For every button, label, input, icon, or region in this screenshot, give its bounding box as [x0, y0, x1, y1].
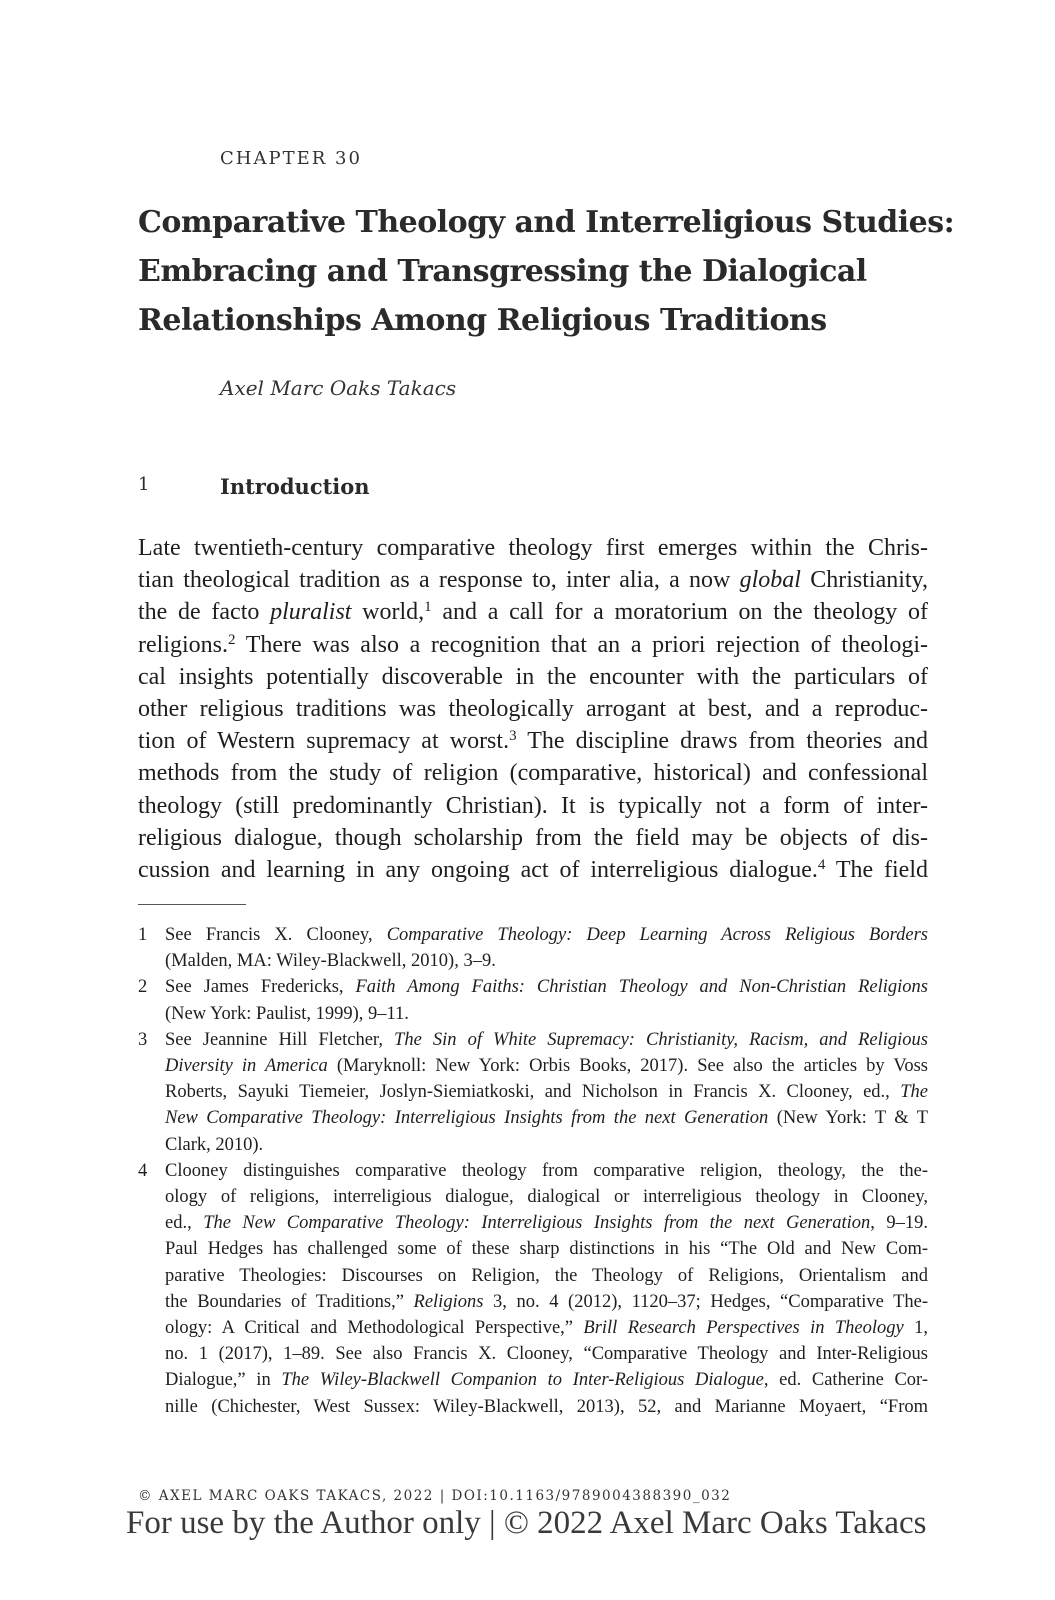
footnote-number: 3 [138, 1029, 148, 1050]
footnote-number: 2 [138, 977, 148, 998]
body-paragraph [138, 532, 928, 886]
footnote-3: 3 See Jeannine Hill Fletcher, The Sin of White Supremacy: Christianity, Racism, and Religious Diversity in America (Maryknoll: New York: Orbis Books, 2017). See also the articles by Voss Roberts, Sayuki Tiemeier, Joslyn-Siemiatkoski, and Nicholson in Francis X. Clooney, ed., The New Comparative Theology: Interreligious Insights from the next Generation (New York: T & T Clark, 2010). [138, 1027, 928, 1158]
chapter-title-line: Embracing and Transgressing the Dialogical [138, 254, 867, 289]
body-line: other religious traditions was theologically arrogant at best, and a reproduc- [138, 696, 928, 723]
footnote-ref: 1 [424, 599, 432, 616]
body-line: tion of Western supremacy at worst.$^3$ The discipline draws from theories and [138, 728, 928, 755]
footnotes [138, 922, 928, 1420]
body-line: religious dialogue, though scholarship from the field may be objects of dis- [138, 824, 928, 851]
footnote-ref: 3 [509, 728, 517, 745]
body-line: tian theological tradition as a response to, inter alia, a now global Christianity, [138, 567, 928, 594]
footnote-number: 4 [138, 1160, 148, 1181]
footnote-4: 4 Clooney distinguishes comparative theology from comparative religion, theology, the the- ology of religions, interreligious dialogue, dialogical or interreligious theology in Clooney, ed., The New Comparative Theology: Interreligious Insights from the next Generation, 9–19. Paul Hedges has challenged some of these sharp distinctions in his “The Old and New Com- parative Theologies: Discourses on Religion, the Theology of Religions, Orientalism and the Boundaries of Traditions,” Religions 3, no. 4 (2012), 1120–37; Hedges, “Comparative The- ology: A Critical and Methodological Perspective,” Brill Research Perspectives in Theology 1, no. 1 (2017), 1–89. See also Francis X. Clooney, “Comparative Theology and Inter-Religious Dialogue,” in The Wiley-Blackwell Companion to Inter-Religious Dialogue, ed. Catherine Cor- nille (Chichester, West Sussex: Wiley-Blackwell, 2013), 52, and Marianne Moyaert, “From [138, 1158, 928, 1420]
chapter-label: CHAPTER 30 [220, 148, 362, 169]
footnote-ref: 4 [817, 857, 826, 874]
footnote-2: 2 See James Fredericks, Faith Among Faiths: Christian Theology and Non-Christian Religions (New York: Paulist, 1999), 9–11. [138, 974, 928, 1026]
chapter-title-line: Relationships Among Religious Traditions [138, 303, 827, 338]
body-line: theology (still predominantly Christian). It is typically not a form of inter- [138, 792, 928, 819]
footnote-divider [138, 904, 246, 905]
body-line: methods from the study of religion (comparative, historical) and confessional [138, 760, 928, 787]
body-line: religions.$^2$ There was also a recognition that an a priori rejection of theologi- [138, 631, 928, 658]
body-line: the de facto pluralist world,$^1$ and a call for a moratorium on the theology of [138, 599, 929, 626]
body-line: cal insights potentially discoverable in the encounter with the particulars of [138, 663, 928, 690]
author-use-watermark: For use by the Author only | © 2022 Axel Marc Oaks Takacs [126, 1505, 927, 1541]
footnote-number: 1 [138, 925, 148, 945]
copyright-doi-line: © AXEL MARC OAKS TAKACS, 2022 | DOI:10.1163/9789004388390_032 [138, 1488, 732, 1504]
footnote-ref: 2 [228, 631, 236, 648]
body-line: cussion and learning in any ongoing act of interreligious dialogue.$^4$ The field [138, 857, 928, 884]
body-line: Late twentieth-century comparative theology first emerges within the Chris- [138, 535, 928, 561]
chapter-title-line: Comparative Theology and Interreligious Studies: [138, 205, 955, 240]
footnote-1: 1 See Francis X. Clooney, Comparative Theology: Deep Learning Across Religious Borders (Malden, MA: Wiley-Blackwell, 2010), 3–9. [138, 922, 928, 974]
author-name: Axel Marc Oaks Takacs [220, 376, 457, 400]
chapter-title [138, 198, 955, 345]
section-number: 1 [138, 474, 150, 495]
section-title: Introduction [220, 474, 370, 499]
